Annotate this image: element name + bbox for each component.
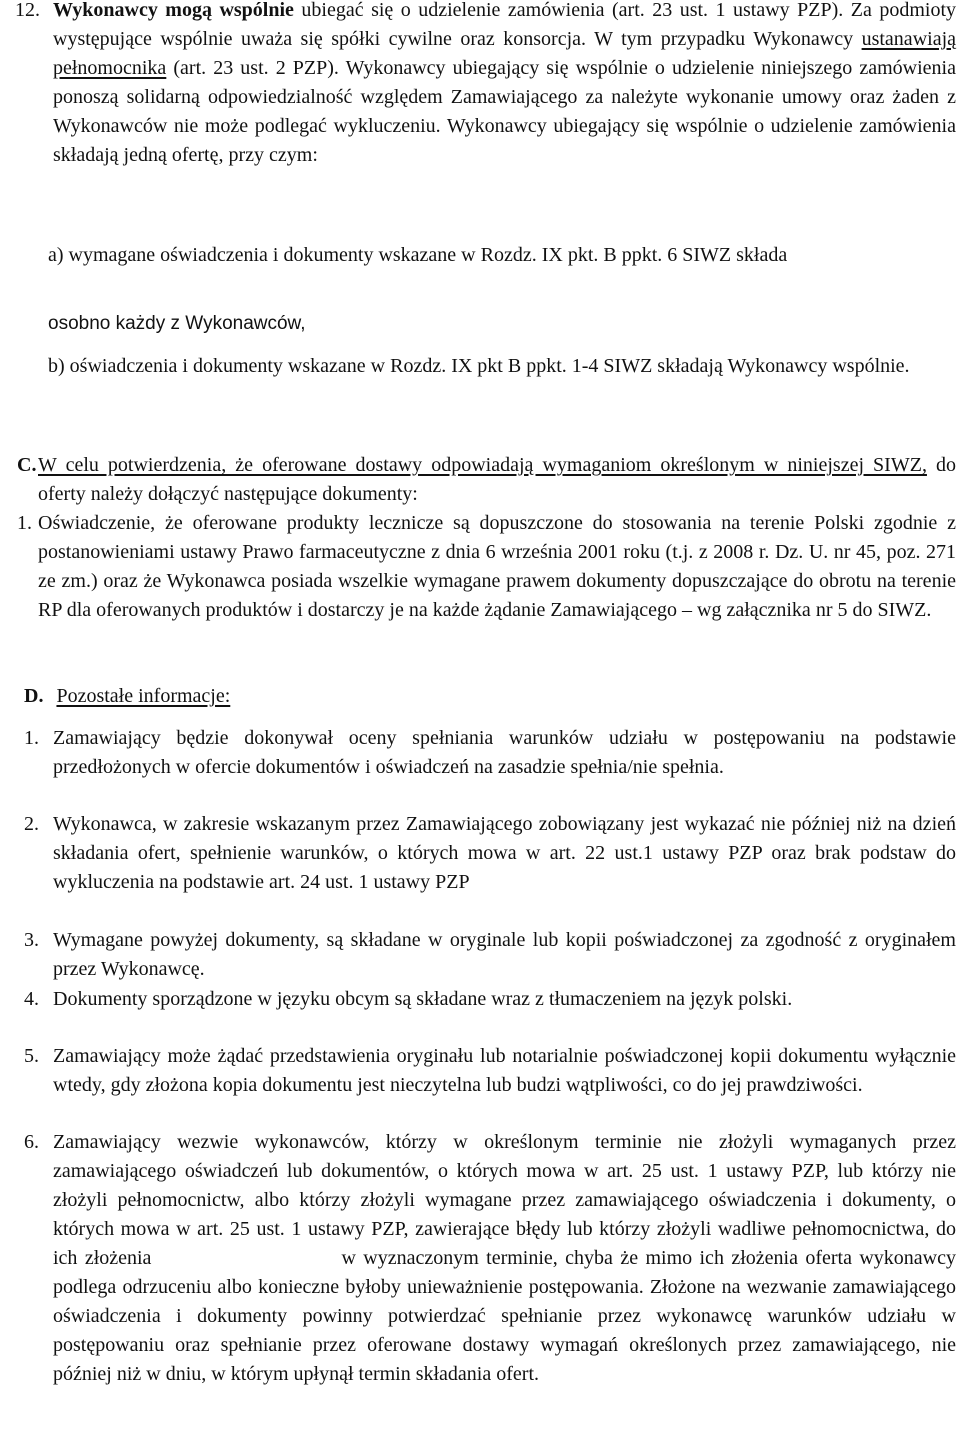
section-d-item-5-number: 5.: [24, 1045, 39, 1067]
section-d-item-4-text: Dokumenty sporządzone w języku obcym są składane wraz z tłumaczeniem na język polski.: [53, 988, 793, 1010]
section-d-item-5: [24, 1042, 956, 1100]
section-d-heading: Pozostałe informacje:: [56, 685, 231, 707]
section-d-item-1-number: 1.: [24, 727, 39, 749]
section-d-item-3-number: 3.: [24, 929, 39, 951]
section-d-item-4: [24, 985, 956, 1014]
section-d-item-6-number: 6.: [24, 1131, 39, 1153]
section-c: [17, 451, 957, 509]
paragraph-12-bold-lead: Wykonawcy mogą wspólnie: [53, 0, 294, 21]
section-d-item-3: [24, 926, 956, 984]
paragraph-12-text-2: (art. 23 ust. 2 PZP). Wykonawcy ubiegający się wspólnie o udzielenie niniejszego zamówienia ponoszą solidarną odpowiedzialność względem Zamawiającego za należyte wykonanie umowy oraz żaden z Wykonawców nie może podlegać wykluczeniu. Wykonawcy ubiegający się wspólnie o udzielenie zamówienia składają jedną ofertę, przy czym:: [53, 57, 956, 166]
section-c-item-1: [17, 509, 956, 625]
section-d-item-4-number: 4.: [24, 988, 39, 1010]
section-d-letter: D.: [24, 685, 44, 707]
paragraph-12-number: 12.: [15, 0, 40, 21]
section-d-item-1: [24, 724, 956, 782]
section-c-heading: W celu potwierdzenia, że oferowane dostawy odpowiadają wymaganiom określonym w niniejszej SIWZ,: [38, 454, 927, 476]
paragraph-12-text-1: ubiegać się o udzielenie zamówienia (art. 23 ust. 1 ustawy PZP). Za podmioty występujące wspólnie uważa się spółki cywilne oraz konsorcja. W tym przypadku Wykonawcy: [53, 0, 957, 50]
section-d-item-2-number: 2.: [24, 813, 39, 835]
paragraph-12: [15, 0, 957, 170]
section-c-letter: C.: [17, 454, 37, 476]
section-c-item-1-number: 1.: [17, 512, 32, 534]
paragraph-12-underlined: ustanawiają pełnomocnika: [53, 28, 956, 79]
section-d-item-3-text: Wymagane powyżej dokumenty, są składane w oryginale lub kopii poświadczonej za zgodność z oryginałem przez Wykonawcę.: [53, 929, 956, 980]
section-d-item-5-text: Zamawiający może żądać przedstawienia oryginału lub notarialnie poświadczonej kopii dokumentu wyłącznie wtedy, gdy złożona kopia dokumentu jest nieczytelna lub budzi wątpliwości, co do jej prawdziwości.: [53, 1045, 956, 1096]
section-d-item-2: [24, 810, 956, 897]
list-item-a-continuation: osobno każdy z Wykonawców,: [48, 313, 306, 334]
list-item-a: a) wymagane oświadczenia i dokumenty wskazane w Rozdz. IX pkt. B ppkt. 6 SIWZ składa: [48, 244, 788, 266]
section-d-item-2-text: Wykonawca, w zakresie wskazanym przez Zamawiającego zobowiązany jest wykazać nie później niż na dzień składania ofert, spełnienie warunków, o których mowa w art. 22 ust.1 ustawy PZP oraz brak podstaw do wykluczenia na podstawie art. 24 ust. 1 ustawy PZP: [53, 813, 956, 893]
section-c-item-1-text: Oświadczenie, że oferowane produkty lecznicze są dopuszczone do stosowania na terenie Polski zgodnie z postanowieniami ustawy Prawo farmaceutyczne z dnia 6 września 2001 roku (t.j. z 2008 r. Dz. U. nr 45, poz. 271 ze zm.) oraz że Wykonawca posiada wszelkie wymagane prawem dokumenty dopuszczające do obrotu na terenie RP dla oferowanych produktów i dostarczy je na każde żądanie Zamawiającego – wg załącznika nr 5 do SIWZ.: [38, 512, 956, 621]
list-item-b: b) oświadczenia i dokumenty wskazane w Rozdz. IX pkt B ppkt. 1-4 SIWZ składają Wykonawcy wspólnie.: [48, 355, 910, 377]
section-c-heading-tail: do oferty należy dołączyć następujące dokumenty:: [38, 454, 957, 505]
section-d-item-1-text: Zamawiający będzie dokonywał oceny spełniania warunków udziału w postępowaniu na podstawie przedłożonych w ofercie dokumentów i oświadczeń na zasadzie spełnia/nie spełnia.: [53, 727, 956, 778]
section-d-item-6: [24, 1128, 956, 1389]
section-d-item-6-text: Zamawiający wezwie wykonawców, którzy w określonym terminie nie złożyli wymaganych przez zamawiającego oświadczeń lub dokumentów, o których mowa w art. 25 ust. 1 ustawy PZP, lub którzy nie złożyli pełnomocnictw, albo którzy złożyli wymagane przez zamawiającego oświadczenia i dokumenty, o których mowa w art. 25 ust. 1 ustawy PZP, zawierające błędy lub którzy złożyli wadliwe pełnomocnictwa, do ich złożenia: [53, 1131, 956, 1269]
section-d-heading-row: [24, 682, 624, 711]
section-d-item-6-text-continued: w wyznaczonym terminie, chyba że mimo ich złożenia oferta wykonawcy podlega odrzuceniu albo konieczne byłoby unieważnienie postępowania. Złożone na wezwanie zamawiającego oświadczenia i dokumenty powinny potwierdzać spełnianie przez wykonawcę warunków udziału w postępowaniu oraz spełnianie przez oferowane dostawy wymagań określonych przez zamawiającego, nie później niż w dniu, w którym upłynął termin składania ofert.: [53, 1247, 956, 1385]
